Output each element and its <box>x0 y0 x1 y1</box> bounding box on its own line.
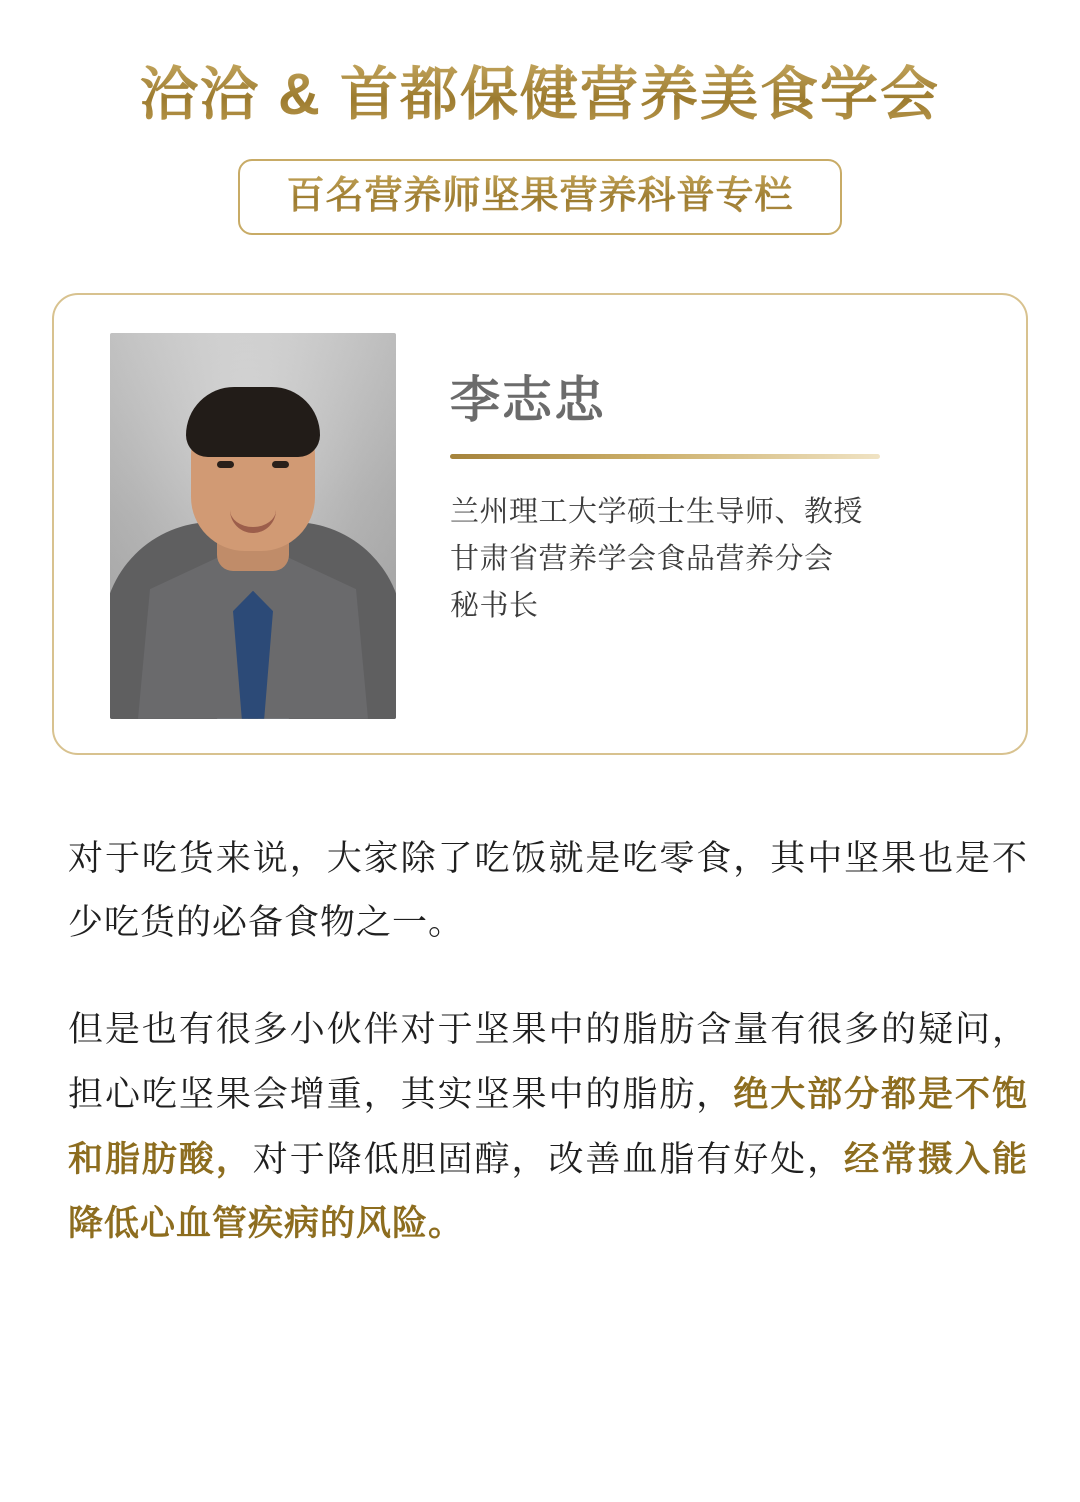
portrait-eye-left <box>217 461 234 468</box>
expert-title-line: 兰州理工大学硕士生导师、教授 <box>450 495 864 528</box>
expert-title-line: 秘书长 <box>450 589 539 622</box>
expert-card <box>52 293 1028 755</box>
subtitle-text: 百名营养师坚果营养科普专栏 <box>286 174 794 217</box>
page-header <box>0 0 1080 235</box>
expert-title-list <box>450 489 1026 630</box>
divider <box>450 454 880 459</box>
page-title: 洽洽 & 首都保健营养美食学会 <box>0 62 1080 129</box>
paragraph-2-segment-1: 但是也有很多小伙伴对于坚果中的脂肪含量有很多的疑问，担心吃坚果会增重，其实坚果中的脂肪， <box>68 1010 1028 1114</box>
portrait-eye-right <box>272 461 289 468</box>
expert-info <box>450 373 1026 630</box>
paragraph-2-segment-2: 对于降低胆固醇，改善血脂有好处， <box>252 1139 845 1179</box>
article-body <box>68 827 1028 1258</box>
paragraph-2 <box>68 998 1028 1257</box>
portrait-hair <box>186 387 320 457</box>
expert-portrait-image <box>110 333 396 719</box>
paragraph-2-highlight-1: 绝大部分都是不饱和脂肪酸， <box>68 1074 1028 1179</box>
paragraph-2-highlight-2: 经常摄入能降低心血管疾病的风险。 <box>68 1139 1028 1244</box>
subtitle-box <box>238 159 841 235</box>
expert-name: 李志忠 <box>450 371 606 428</box>
expert-title-line: 甘肃省营养学会食品营养分会 <box>450 542 834 575</box>
paragraph-1: 对于吃货来说，大家除了吃饭就是吃零食，其中坚果也是不少吃货的必备食物之一。 <box>68 838 1028 943</box>
subtitle-container <box>0 159 1080 235</box>
